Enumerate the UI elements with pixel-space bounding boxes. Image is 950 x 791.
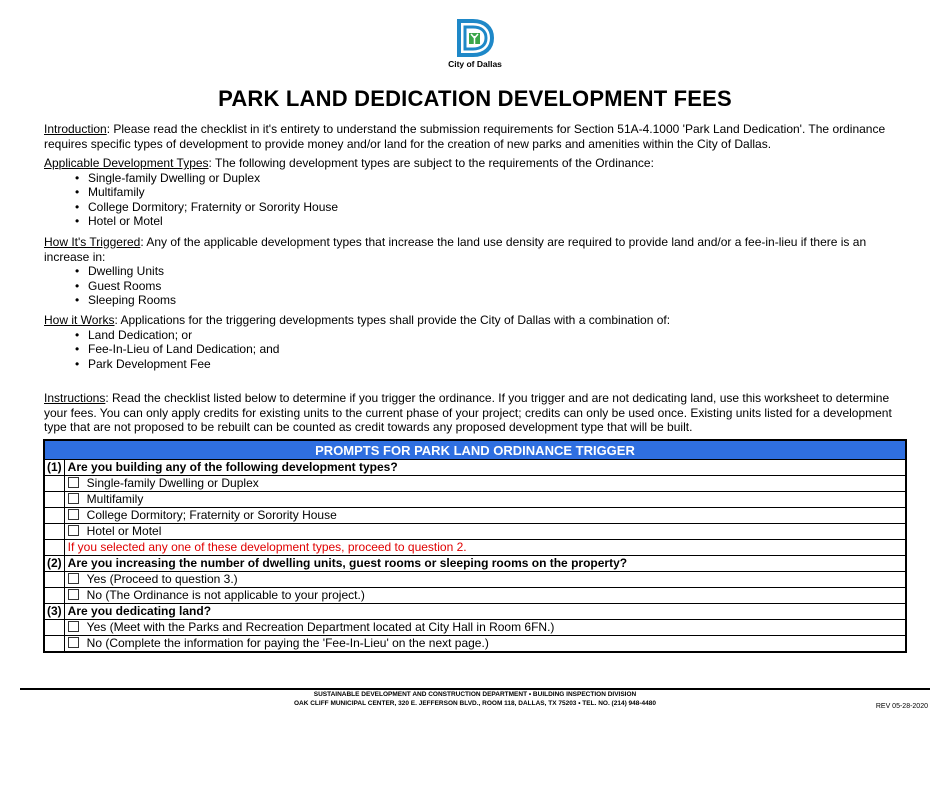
list-item: • Guest Rooms — [88, 279, 906, 294]
development-types-lead: Applicable Development Types — [44, 156, 209, 170]
q1-option-single-family[interactable] — [64, 476, 906, 492]
list-item: • Land Dedication; or — [88, 328, 906, 343]
q3-option-yes[interactable] — [64, 620, 906, 636]
checkbox[interactable] — [68, 589, 79, 600]
option-label: No (Complete the information for paying the 'Fee-In-Lieu' on the next page.) — [86, 636, 489, 650]
q2-option-yes[interactable] — [64, 572, 906, 588]
option-label: No (The Ordinance is not applicable to your project.) — [86, 588, 365, 602]
development-types-list — [44, 171, 906, 229]
checkbox[interactable] — [68, 621, 79, 632]
q1-option-dormitory[interactable] — [64, 508, 906, 524]
list-item: • College Dormitory; Fraternity or Sorority House — [88, 200, 906, 215]
checkbox[interactable] — [68, 637, 79, 648]
q1-option-multifamily[interactable] — [64, 492, 906, 508]
q3-option-no[interactable] — [64, 636, 906, 653]
question-number: (1) — [44, 460, 64, 476]
list-item: • Dwelling Units — [88, 264, 906, 279]
how-it-works-text: : Applications for the triggering developments types shall provide the City of Dallas with a combination of: — [114, 313, 671, 327]
option-label: Single-family Dwelling or Duplex — [86, 476, 259, 490]
question-number: (3) — [44, 604, 64, 620]
footer-address: OAK CLIFF MUNICIPAL CENTER, 320 E. JEFFERSON BLVD., ROOM 118, DALLAS, TX 75203 • TEL. NO. (214) 948-4480 — [293, 699, 657, 707]
development-types-text: : The following development types are subject to the requirements of the Ordinance: — [208, 156, 654, 170]
checkbox[interactable] — [68, 493, 79, 504]
how-it-works-lead: How it Works — [44, 313, 115, 327]
spacer-cell — [44, 492, 64, 508]
checkbox[interactable] — [68, 525, 79, 536]
spacer-cell — [44, 572, 64, 588]
development-types-section — [44, 156, 906, 229]
logo-text: City of Dallas — [448, 59, 502, 69]
spacer-cell — [44, 508, 64, 524]
list-item: • Sleeping Rooms — [88, 293, 906, 308]
triggered-lead: How It's Triggered — [44, 235, 141, 249]
list-item: • Park Development Fee — [88, 357, 906, 372]
instructions-lead: Instructions — [44, 391, 106, 405]
option-label: Yes (Proceed to question 3.) — [86, 572, 238, 586]
spacer-cell — [44, 636, 64, 653]
option-label: College Dormitory; Fraternity or Sorority House — [86, 508, 337, 522]
triggered-list — [44, 264, 906, 308]
introduction-section — [44, 122, 906, 151]
introduction-text: : Please read the checklist in it's entirety to understand the submission requirements for Section 51A-4.1000 'Park Land Dedication'. The ordinance requires specific types of development to provide money and/or land for the creation of new parks and amenities within the City of Dallas. — [44, 122, 886, 151]
spacer-cell — [44, 540, 64, 556]
revision-date: REV 05-28-2020 — [875, 703, 928, 710]
list-item: • Single-family Dwelling or Duplex — [88, 171, 906, 186]
spacer-cell — [44, 620, 64, 636]
list-item: • Fee-In-Lieu of Land Dedication; and — [88, 342, 906, 357]
triggered-text: : Any of the applicable development types that increase the land use density are required to provide land and/or a fee-in-lieu if there is an increase in: — [44, 235, 867, 264]
spacer-cell — [44, 588, 64, 604]
introduction-lead: Introduction — [44, 122, 107, 136]
prompts-header: PROMPTS FOR PARK LAND ORDINANCE TRIGGER — [44, 440, 906, 460]
question-2: Are you increasing the number of dwelling units, guest rooms or sleeping rooms on the property? — [64, 556, 906, 572]
question-3: Are you dedicating land? — [64, 604, 906, 620]
checkbox[interactable] — [68, 477, 79, 488]
triggered-section — [44, 235, 906, 308]
q1-option-hotel[interactable] — [64, 524, 906, 540]
option-label: Multifamily — [86, 492, 144, 506]
prompts-table — [43, 439, 907, 653]
option-label: Hotel or Motel — [86, 524, 162, 538]
spacer-cell — [44, 476, 64, 492]
list-item: • Multifamily — [88, 185, 906, 200]
city-logo — [442, 18, 508, 74]
q1-note: If you selected any one of these development types, proceed to question 2. — [64, 540, 906, 556]
list-item: • Hotel or Motel — [88, 214, 906, 229]
page-title: PARK LAND DEDICATION DEVELOPMENT FEES — [218, 86, 732, 111]
instructions-text: : Read the checklist listed below to determine if you trigger the ordinance. If you trigger and are not dedicating land, use this worksheet to determine your fees. You can only apply credits for existing units to the current phase of your project; credits can only be used once. Existing units listed for a development type that are not proposed to be rebuilt can be counted as credit towards any proposed development type that will be built. — [44, 391, 892, 435]
question-1: Are you building any of the following development types? — [64, 460, 906, 476]
checkbox[interactable] — [68, 509, 79, 520]
spacer-cell — [44, 524, 64, 540]
option-label: Yes (Meet with the Parks and Recreation Department located at City Hall in Room 6FN.) — [86, 620, 555, 634]
instructions-section — [44, 391, 906, 435]
q2-option-no[interactable] — [64, 588, 906, 604]
how-it-works-list — [44, 328, 906, 372]
city-of-dallas-logo-icon — [455, 18, 495, 58]
footer — [0, 691, 950, 708]
checkbox[interactable] — [68, 573, 79, 584]
question-number: (2) — [44, 556, 64, 572]
how-it-works-section — [44, 313, 906, 371]
footer-divider — [20, 688, 930, 690]
footer-department: SUSTAINABLE DEVELOPMENT AND CONSTRUCTION DEPARTMENT • BUILDING INSPECTION DIVISION — [313, 691, 637, 698]
